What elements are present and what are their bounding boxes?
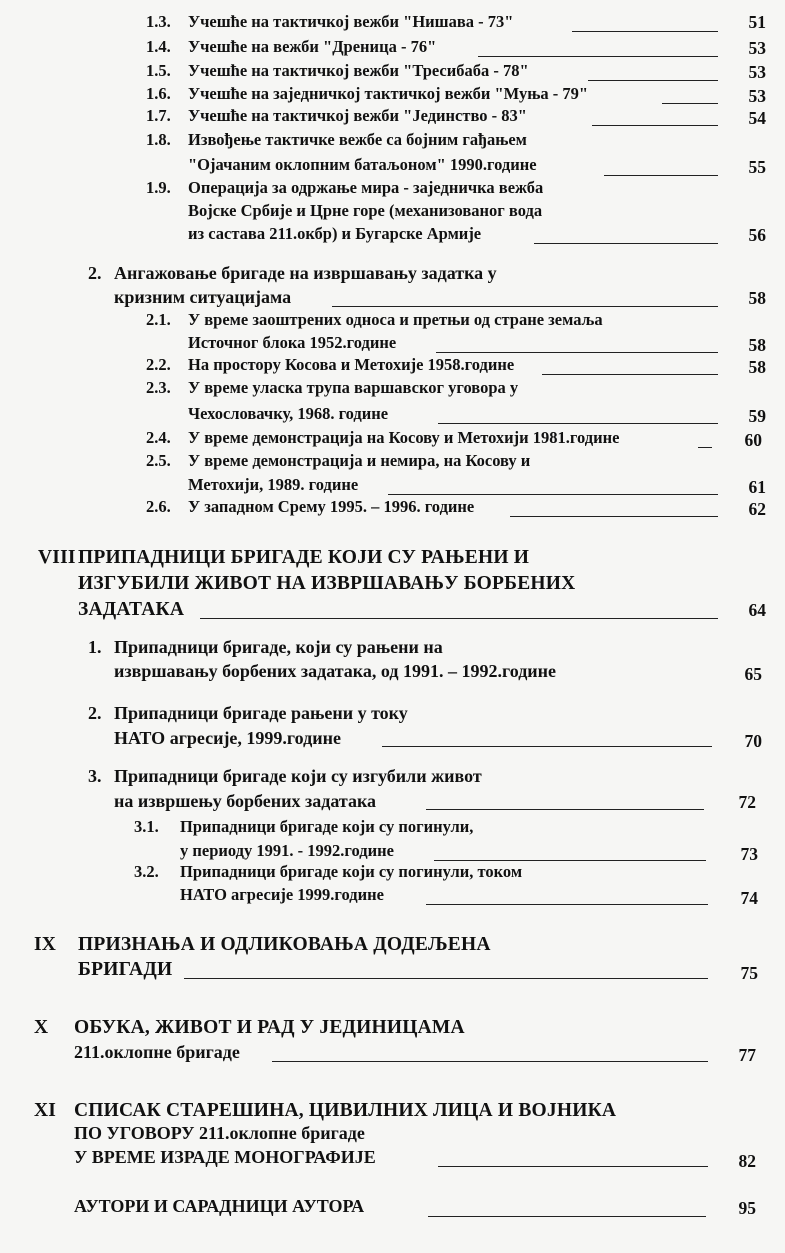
page-number: 58 (748, 357, 766, 377)
chapter-title: ОБУКА, ЖИВОТ И РАД У ЈЕДИНИЦАМА (74, 1017, 465, 1038)
entry-title: Ангажовање бригаде на извршавању задатка у (114, 263, 497, 283)
leader-line (572, 31, 718, 32)
page-number: 54 (748, 108, 766, 128)
page-number: 59 (748, 406, 766, 426)
page-number: 56 (748, 225, 766, 245)
chapter-title: ПРИЗНАЊА И ОДЛИКОВАЊА ДОДЕЉЕНА (78, 934, 491, 955)
entry-number: 2.5. (146, 451, 171, 470)
leader-line (184, 978, 708, 979)
chapter-title: СПИСАК СТАРЕШИНА, ЦИВИЛНИХ ЛИЦА И ВОЈНИКА (74, 1100, 617, 1121)
entry-number: 1.9. (146, 178, 171, 197)
entry-number: 2.1. (146, 310, 171, 329)
entry-number: 3. (88, 766, 102, 786)
chapter-number: IX (34, 934, 57, 955)
entry-title: Учешће на тактичкој вежби "Нишава - 73" (188, 12, 514, 31)
authors-title: АУТОРИ И САРАДНИЦИ АУТОРА (74, 1196, 365, 1216)
leader-line (426, 904, 708, 905)
entry-number: 3.2. (134, 862, 159, 881)
entry-number: 1.7. (146, 106, 171, 125)
entry-title: Учешће на вежби "Дреница - 76" (188, 37, 437, 56)
entry-title: НАТО агресије, 1999.године (114, 728, 341, 748)
entry-number: 1.4. (146, 37, 171, 56)
chapter-number: XI (34, 1100, 57, 1121)
entry-title: Војске Србије и Црне горе (механизованог вода (188, 201, 543, 220)
chapter-title: У ВРЕМЕ ИЗРАДЕ МОНОГРАФИЈЕ (74, 1147, 376, 1167)
chapter-title: ЗАДАТАКА (78, 599, 185, 620)
entry-title: На простору Косова и Метохије 1958.године (188, 355, 515, 374)
entry-title: Припадници бригаде који су изгубили живот (114, 766, 482, 786)
entry-number: 2.2. (146, 355, 171, 374)
leader-line (426, 809, 704, 810)
entry-number: 2. (88, 263, 102, 283)
page-number: 58 (748, 288, 766, 308)
leader-line (510, 516, 718, 517)
page-number: 72 (738, 792, 756, 812)
entry-title: Чехословачку, 1968. године (188, 404, 389, 423)
page-number: 53 (748, 86, 766, 106)
chapter-title: ПРИПАДНИЦИ БРИГАДЕ КОЈИ СУ РАЊЕНИ И (78, 547, 530, 568)
chapter-title: 211.оклопне бригаде (74, 1042, 240, 1062)
entry-number: 2.3. (146, 378, 171, 397)
entry-title: У западном Срему 1995. – 1996. године (188, 497, 475, 516)
entry-number: 2.4. (146, 428, 171, 447)
entry-number: 2. (88, 703, 102, 723)
entry-title: Учешће на тактичкој вежби "Јединство - 83" (188, 106, 527, 125)
entry-title: извршавању борбених задатака, од 1991. – 1992.године (114, 661, 557, 681)
entry-number: 1.6. (146, 84, 171, 103)
leader-line (200, 618, 718, 619)
chapter-number: X (34, 1017, 49, 1038)
leader-line (382, 746, 712, 747)
entry-title: Припадници бригаде који су погинули, током (180, 862, 523, 881)
entry-title: У време демонстрација на Косову и Метохији 1981.године (188, 428, 620, 447)
chapter-number: VIII (38, 547, 76, 568)
entry-title: Метохији, 1989. године (188, 475, 359, 494)
page-number: 95 (738, 1198, 756, 1218)
page-number: 75 (740, 963, 758, 983)
leader-line (438, 423, 718, 424)
entry-number: 2.6. (146, 497, 171, 516)
entry-number: 1.3. (146, 12, 171, 31)
entry-title: Извођење тактичке вежбе са бојним гађањем (188, 130, 527, 149)
leader-line (588, 80, 718, 81)
leader-line (332, 306, 718, 307)
leader-line (438, 1166, 708, 1167)
entry-title: Учешће на тактичкој вежби "Тресибаба - 78" (188, 61, 529, 80)
leader-line (272, 1061, 708, 1062)
page-number: 61 (748, 477, 766, 497)
entry-title: Припадници бригаде који су погинули, (180, 817, 474, 836)
entry-title: У време заоштрених односа и претњи од стране земаља (188, 310, 603, 329)
leader-line (436, 352, 718, 353)
page-number: 64 (748, 600, 766, 620)
chapter-title: БРИГАДИ (78, 959, 173, 980)
page-number: 55 (748, 157, 766, 177)
leader-line (604, 175, 718, 176)
chapter-title: ПО УГОВОРУ 211.оклопне бригаде (74, 1123, 365, 1143)
entry-title: Учешће на заједничкој тактичкој вежби "Муња - 79" (188, 84, 589, 103)
leader-line (534, 243, 718, 244)
entry-title: из састава 211.окбр) и Бугарске Армије (188, 224, 482, 243)
chapter-title: ИЗГУБИЛИ ЖИВОТ НА ИЗВРШАВАЊУ БОРБЕНИХ (78, 573, 576, 594)
leader-line (388, 494, 718, 495)
page-number: 53 (748, 38, 766, 58)
entry-title: У време демонстрација и немира, на Косову и (188, 451, 531, 470)
page-number: 51 (748, 12, 766, 32)
page-number: 73 (740, 844, 758, 864)
entry-title: у периоду 1991. - 1992.године (180, 841, 394, 860)
page-number: 53 (748, 62, 766, 82)
leader-line (434, 860, 706, 861)
entry-title: на извршењу борбених задатака (114, 791, 377, 811)
page-number: 65 (744, 664, 762, 684)
leader-line (428, 1216, 706, 1217)
entry-title: НАТО агресије 1999.године (180, 885, 384, 904)
entry-title: У време уласка трупа варшавског уговора у (188, 378, 519, 397)
entry-number: 1.8. (146, 130, 171, 149)
page-number: 70 (744, 731, 762, 751)
page-number: 82 (738, 1151, 756, 1171)
page-number: 58 (748, 335, 766, 355)
page-number: 60 (744, 430, 762, 450)
leader-line (478, 56, 718, 57)
entry-title: Источног блока 1952.године (188, 333, 397, 352)
leader-line (592, 125, 718, 126)
leader-line (542, 374, 718, 375)
page-number: 77 (738, 1045, 756, 1065)
entry-title: Припадници бригаде, који су рањени на (114, 637, 443, 657)
leader-line (662, 103, 718, 104)
entry-title: Припадници бригаде рањени у току (114, 703, 408, 723)
page-number: 62 (748, 499, 766, 519)
entry-number: 1.5. (146, 61, 171, 80)
entry-number: 1. (88, 637, 102, 657)
page-number: 74 (740, 888, 758, 908)
leader-line (698, 447, 712, 448)
entry-title: кризним ситуацијама (114, 287, 292, 307)
entry-number: 3.1. (134, 817, 159, 836)
entry-title: Операција за одржање мира - заједничка вежба (188, 178, 544, 197)
entry-title: "Ојачаним оклопним батаљоном" 1990.године (188, 155, 537, 174)
